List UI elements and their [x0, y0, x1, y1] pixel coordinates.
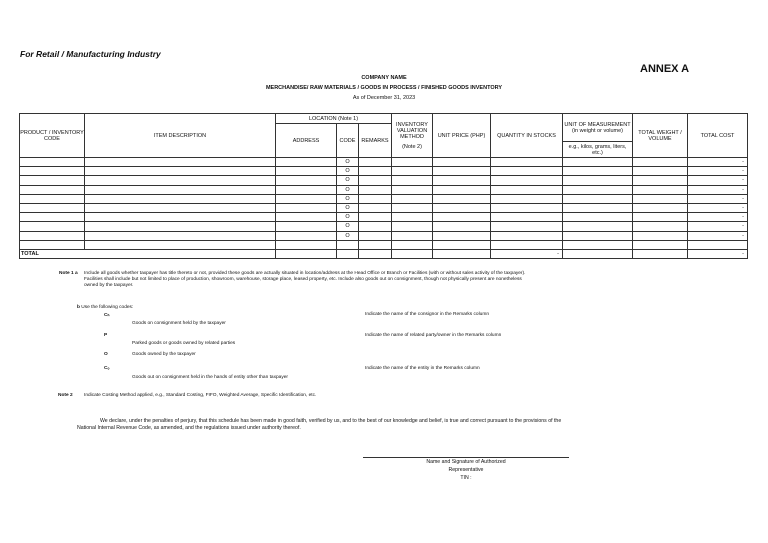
col-header-uom: UNIT OF MEASUREMENT (in weight or volume): [563, 114, 633, 142]
table-cell: [276, 203, 337, 212]
table-cell: [633, 185, 688, 194]
col-header-uom-example: e.g., kilos, grams, liters, etc.): [563, 142, 633, 158]
table-cell: [633, 167, 688, 176]
row-total-cost-cell: -: [688, 185, 748, 194]
table-row: [20, 222, 748, 231]
table-row: [20, 231, 748, 240]
table-cell: [20, 176, 85, 185]
code-o: O: [104, 352, 108, 357]
table-cell: [563, 222, 633, 231]
table-cell: [563, 240, 633, 249]
table-cell: [359, 213, 392, 222]
table-cell: [563, 231, 633, 240]
table-cell: [563, 176, 633, 185]
code-ch: Cₕ: [104, 313, 110, 318]
col-header-remarks: REMARKS: [359, 124, 392, 158]
total-label: TOTAL: [20, 249, 276, 258]
code-co: Cₒ: [104, 366, 110, 371]
table-cell: [85, 240, 276, 249]
table-cell: [433, 222, 491, 231]
table-cell: [491, 222, 563, 231]
table-cell: [85, 203, 276, 212]
row-code-cell: O: [337, 194, 359, 203]
company-name: COMPANY NAME: [361, 75, 407, 81]
table-cell: [276, 185, 337, 194]
row-code-cell: O: [337, 222, 359, 231]
table-cell: [359, 176, 392, 185]
row-total-cost-cell: -: [688, 222, 748, 231]
declaration-line-1: We declare, under the penalties of perjury, that this schedule has been made in good faith, verified by us, and to the best of our knowledge and belief, is true and correct pursuant to the provisions of the: [100, 418, 562, 424]
code-o-desc: Goods owned by the taxpayer: [132, 352, 196, 357]
table-cell: [359, 167, 392, 176]
note1-b-intro: Use the following codes:: [81, 305, 134, 310]
inventory-table: [19, 113, 748, 259]
code-ch-desc: Goods on consignment held by the taxpayer: [132, 321, 226, 326]
table-cell: [392, 167, 433, 176]
table-cell: [491, 194, 563, 203]
table-cell: [392, 203, 433, 212]
table-cell: [359, 231, 392, 240]
row-total-cost-cell: -: [688, 158, 748, 167]
table-row: [20, 158, 748, 167]
table-cell: [20, 203, 85, 212]
table-cell: [433, 231, 491, 240]
col-header-code: CODE: [337, 124, 359, 158]
industry-label: For Retail / Manufacturing Industry: [20, 49, 161, 59]
signature-line: [363, 457, 569, 458]
table-cell: [85, 222, 276, 231]
table-cell: [491, 167, 563, 176]
table-cell: [359, 158, 392, 167]
table-cell: [276, 176, 337, 185]
code-p: P: [104, 333, 108, 338]
signature-tin: TIN :: [460, 475, 472, 481]
table-cell: [392, 185, 433, 194]
row-total-cost-cell: [688, 240, 748, 249]
annex-label: ANNEX A: [640, 63, 690, 75]
table-cell: [276, 167, 337, 176]
table-cell: [392, 158, 433, 167]
table-cell: [392, 240, 433, 249]
table-cell: [633, 203, 688, 212]
total-cost: -: [688, 249, 748, 258]
table-cell: [85, 158, 276, 167]
table-cell: [392, 213, 433, 222]
table-cell: [85, 194, 276, 203]
table-cell: [20, 185, 85, 194]
valuation-method-label: INVENTORY VALUATION METHOD: [396, 121, 428, 140]
valuation-note-ref: (Note 2): [402, 143, 422, 150]
code-p-desc: Parked goods or goods owned by related parties: [132, 341, 236, 346]
table-cell: [85, 185, 276, 194]
table-cell: [563, 194, 633, 203]
row-code-cell: O: [337, 213, 359, 222]
table-cell: [276, 158, 337, 167]
table-row: [20, 240, 748, 249]
table-row: [20, 185, 748, 194]
col-header-item-description: ITEM DESCRIPTION: [85, 114, 276, 158]
total-row: [20, 249, 748, 258]
row-total-cost-cell: -: [688, 203, 748, 212]
table-cell: [20, 158, 85, 167]
row-total-cost-cell: -: [688, 176, 748, 185]
note1-b-marker: b: [77, 305, 80, 310]
table-cell: [491, 176, 563, 185]
col-header-location: LOCATION (Note 1): [276, 114, 392, 124]
code-ch-instr: Indicate the name of the consignor in the Remarks column: [365, 312, 489, 317]
row-code-cell: O: [337, 185, 359, 194]
table-cell: [276, 231, 337, 240]
table-cell: [633, 213, 688, 222]
table-cell: [563, 203, 633, 212]
table-cell: [392, 194, 433, 203]
table-cell: [276, 213, 337, 222]
table-cell: [563, 167, 633, 176]
as-of-date: As of December 31, 2023: [352, 95, 416, 101]
code-p-instr: Indicate the name of related party/owner in the Remarks column: [365, 333, 502, 338]
signature-label-2: Representative: [448, 467, 484, 473]
declaration-line-2: National Internal Revenue Code, as amended, and the regulations issued under authority thereof.: [77, 425, 301, 431]
note2-label: Note 2: [58, 393, 73, 398]
total-quantity: -: [491, 249, 563, 258]
table-cell: [392, 231, 433, 240]
table-cell: [276, 240, 337, 249]
table-cell: [433, 185, 491, 194]
table-cell: [359, 185, 392, 194]
code-co-desc: Goods out on consignment held in the hands of entity other than taxpayer: [132, 375, 289, 380]
table-row: [20, 194, 748, 203]
table-cell: [563, 158, 633, 167]
table-cell: [491, 158, 563, 167]
table-cell: [491, 203, 563, 212]
table-cell: [633, 222, 688, 231]
row-code-cell: O: [337, 176, 359, 185]
table-cell: [491, 213, 563, 222]
row-total-cost-cell: -: [688, 194, 748, 203]
note1-a-text-1: Include all goods whether taxpayer has title thereto or not, provided these goods are actually situated in location/address at the Head Office or Branch or Facilities (with or without sales activity of the taxpayer).: [84, 271, 526, 276]
signature-label-1: Name and Signature of Authorized: [426, 459, 506, 465]
col-header-quantity: QUANTITY IN STOCKS: [491, 114, 563, 158]
col-header-valuation-method: [392, 114, 433, 158]
note1-a-text-2: Facilities shall include but not limited to place of production, showroom, warehouse, storage place, leased property, etc. Include also goods out on consignment, though not physically present are nonetheless: [84, 277, 522, 282]
note1-a-marker: a: [75, 271, 78, 276]
table-row: [20, 203, 748, 212]
table-cell: [491, 231, 563, 240]
table-cell: [433, 203, 491, 212]
table-cell: [359, 194, 392, 203]
table-cell: [359, 203, 392, 212]
row-code-cell: O: [337, 203, 359, 212]
row-total-cost-cell: -: [688, 167, 748, 176]
col-header-product-code: PRODUCT / INVENTORY CODE: [20, 114, 85, 158]
row-code-cell: [337, 240, 359, 249]
table-cell: [276, 194, 337, 203]
table-cell: [633, 240, 688, 249]
row-total-cost-cell: -: [688, 213, 748, 222]
table-cell: [433, 167, 491, 176]
table-cell: [633, 194, 688, 203]
table-cell: [563, 185, 633, 194]
table-cell: [491, 185, 563, 194]
table-cell: [392, 222, 433, 231]
table-cell: [276, 222, 337, 231]
col-header-total-weight: TOTAL WEIGHT / VOLUME: [633, 114, 688, 158]
table-cell: [633, 158, 688, 167]
note2-text: Indicate Costing Method applied, e.g., Standard Costing, FIFO, Weighted Average, Specific Identification, etc.: [84, 393, 317, 398]
document-title: MERCHANDISE/ RAW MATERIALS / GOODS IN PROCESS / FINISHED GOODS INVENTORY: [265, 85, 503, 91]
table-row: [20, 167, 748, 176]
table-cell: [20, 240, 85, 249]
table-cell: [633, 231, 688, 240]
table-cell: [20, 194, 85, 203]
col-header-total-cost: TOTAL COST: [688, 114, 748, 158]
col-header-address: ADDRESS: [276, 124, 337, 158]
table-cell: [20, 222, 85, 231]
table-cell: [633, 176, 688, 185]
table-cell: [359, 240, 392, 249]
table-cell: [491, 240, 563, 249]
code-co-instr: Indicate the name of the entity in the Remarks column: [365, 366, 480, 371]
row-code-cell: O: [337, 231, 359, 240]
table-cell: [392, 176, 433, 185]
table-cell: [20, 167, 85, 176]
table-row: [20, 176, 748, 185]
col-header-unit-price: UNIT PRICE (PHP): [433, 114, 491, 158]
table-cell: [85, 213, 276, 222]
table-cell: [563, 213, 633, 222]
table-cell: [85, 231, 276, 240]
table-cell: [433, 213, 491, 222]
table-cell: [20, 231, 85, 240]
table-cell: [85, 176, 276, 185]
table-cell: [433, 158, 491, 167]
note1-a-text-3: owned by the taxpayer.: [84, 283, 134, 288]
table-cell: [359, 222, 392, 231]
table-cell: [20, 213, 85, 222]
table-cell: [433, 240, 491, 249]
row-total-cost-cell: -: [688, 231, 748, 240]
row-code-cell: O: [337, 158, 359, 167]
table-cell: [433, 194, 491, 203]
table-row: [20, 213, 748, 222]
table-cell: [85, 167, 276, 176]
table-cell: [433, 176, 491, 185]
row-code-cell: O: [337, 167, 359, 176]
note1-label: Note 1: [59, 271, 74, 276]
